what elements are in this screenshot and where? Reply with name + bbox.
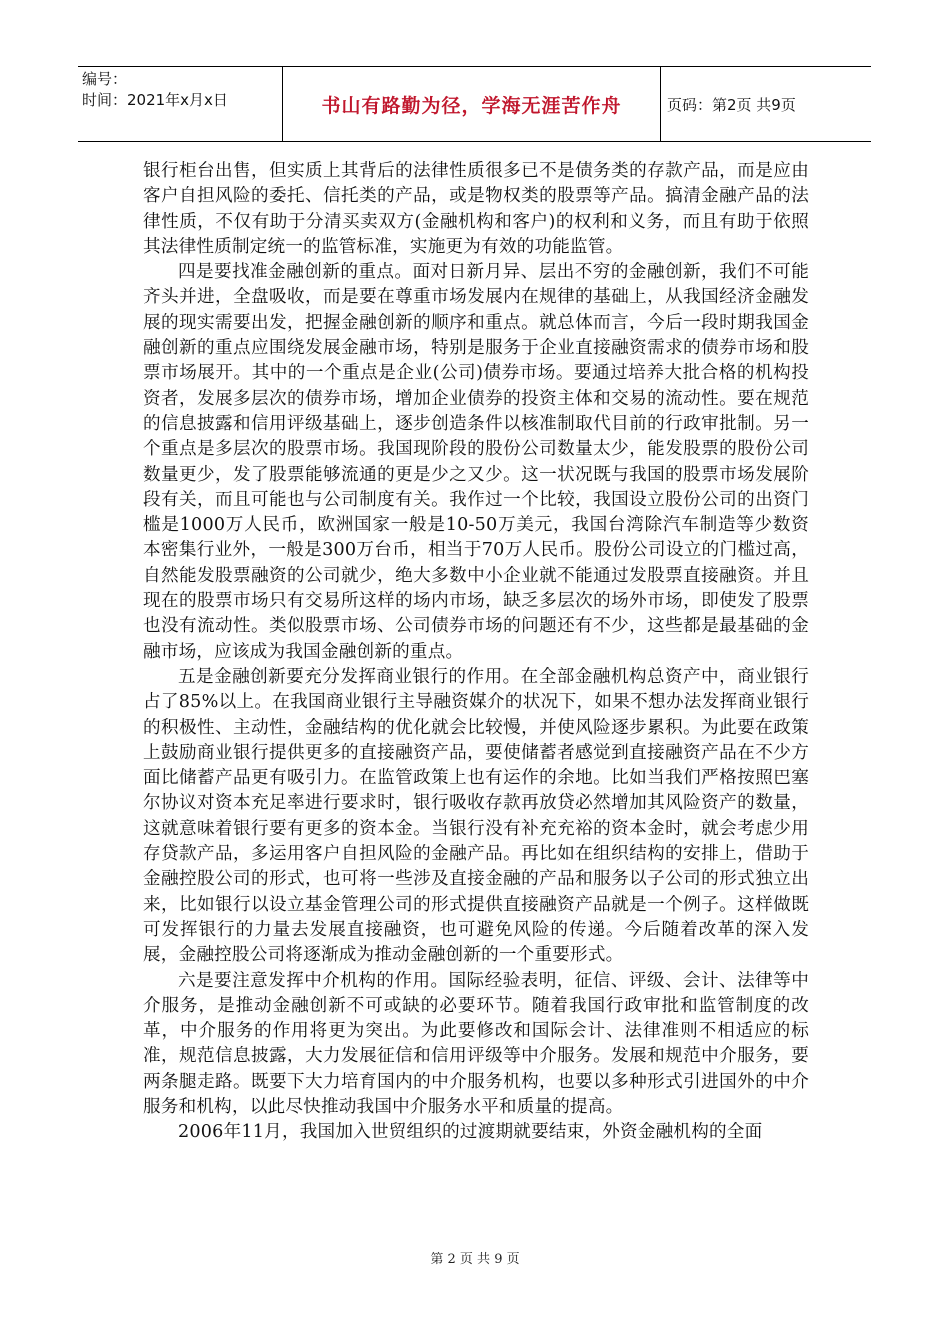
paragraph-3: 五是金融创新要充分发挥商业银行的作用。在全部金融机构总资产中，商业银行占了85%以上。在我国商业银行主导融资媒介的状况下，如果不想办法发挥商业银行的积极性、主动性，金融结构的优化就会比较慢，并使风险逐步累积。为此要在政策上鼓励商业银行提供更多的直接融资产品，要使储蓄者感觉到直接融资产品在不少方面比储蓄产品更有吸引力。在监管政策上也有运作的余地。比如当我们严格按照巴塞尔协议对资本充足率进行要求时，银行吸收存款再放贷必然增加其风险资产的数量，这就意味着银行要有更多的资本金。当银行没有补充充裕的资本金时，就会考虑少用存贷款产品，多运用客户自担风险的金融产品。再比如在组织结构的安排上，借助于金融控股公司的形式，也可将一些涉及直接金融的产品和服务以子公司的形式独立出来，比如银行以设立基金管理公司的形式提供直接融资产品就是一个例子。这样做既可发挥银行的力量去发展直接融资，也可避免风险的传递。今后随着改革的深入发展，金融控股公司将逐渐成为推动金融创新的一个重要形式。 — [143, 666, 809, 966]
document-body — [143, 159, 809, 1146]
paragraph-4: 六是要注意发挥中介机构的作用。国际经验表明，征信、评级、会计、法律等中介服务，是推动金融创新不可或缺的必要环节。随着我国行政审批和监管制度的改革，中介服务的作用将更为突出。为此要修改和国际会计、法律准则不相适应的标准，规范信息披露，大力发展征信和信用评级等中介服务。发展和规范中介服务，要两条腿走路。既要下大力培育国内的中介服务机构，也要以多种形式引进国外的中介服务和机构，以此尽快推动我国中介服务水平和质量的提高。 — [143, 970, 809, 1117]
header-page-number: 页码：第2页 共9页 — [667, 95, 796, 114]
header-motto: 书山有路勤为径，学海无涯苦作舟 — [283, 67, 661, 141]
page-header — [78, 66, 871, 142]
page-footer: 第 2 页 共 9 页 — [430, 1252, 520, 1267]
paragraph-2: 四是要找准金融创新的重点。面对日新月异、层出不穷的金融创新，我们不可能齐头并进，全盘吸收，而是要在尊重市场发展内在规律的基础上，从我国经济金融发展的现实需要出发，把握金融创新的顺序和重点。就总体而言，今后一段时期我国金融创新的重点应围绕发展金融市场，特别是服务于企业直接融资需求的债券市场和股票市场展开。其中的一个重点是企业(公司)债券市场。要通过培养大批合格的机构投资者，发展多层次的债券市场，增加企业债券的投资主体和交易的流动性。要在规范的信息披露和信用评级基础上，逐步创造条件以核准制取代目前的行政审批制。另一个重点是多层次的股票市场。我国现阶段的股份公司数量太少，能发股票的股份公司数量更少，发了股票能够流通的更是少之又少。这一状况既与我国的股票市场发展阶段有关，而且可能也与公司制度有关。我作过一个比较，我国设立股份公司的出资门槛是1000万人民币，欧洲国家一般是10-50万美元，我国台湾除汽车制造等少数资本密集行业外，一般是300万台币，相当于70万人民币。股份公司设立的门槛过高，自然能发股票融资的公司就少，绝大多数中小企业就不能通过发股票直接融资。并且现在的股票市场只有交易所这样的场内市场，缺乏多层次的场外市场，即使发了股票也没有流动性。类似股票市场、公司债券市场的问题还有不少，这些都是最基础的金融市场，应该成为我国金融创新的重点。 — [143, 262, 809, 662]
paragraph-1: 银行柜台出售，但实质上其背后的法律性质很多已不是债务类的存款产品，而是应由客户自担风险的委托、信托类的产品，或是物权类的股票等产品。搞清金融产品的法律性质，不仅有助于分清买卖双方(金融机构和客户)的权利和义务，而且有助于依照其法律性质制定统一的监管标准，实施更为有效的功能监管。 — [143, 161, 809, 257]
document-number-label: 编号： — [82, 70, 128, 88]
paragraph-5: 2006年11月，我国加入世贸组织的过渡期就要结束，外资金融机构的全面 — [178, 1122, 763, 1143]
document-time-label: 时间：2021年x月x日 — [82, 91, 228, 109]
header-meta — [78, 67, 283, 141]
